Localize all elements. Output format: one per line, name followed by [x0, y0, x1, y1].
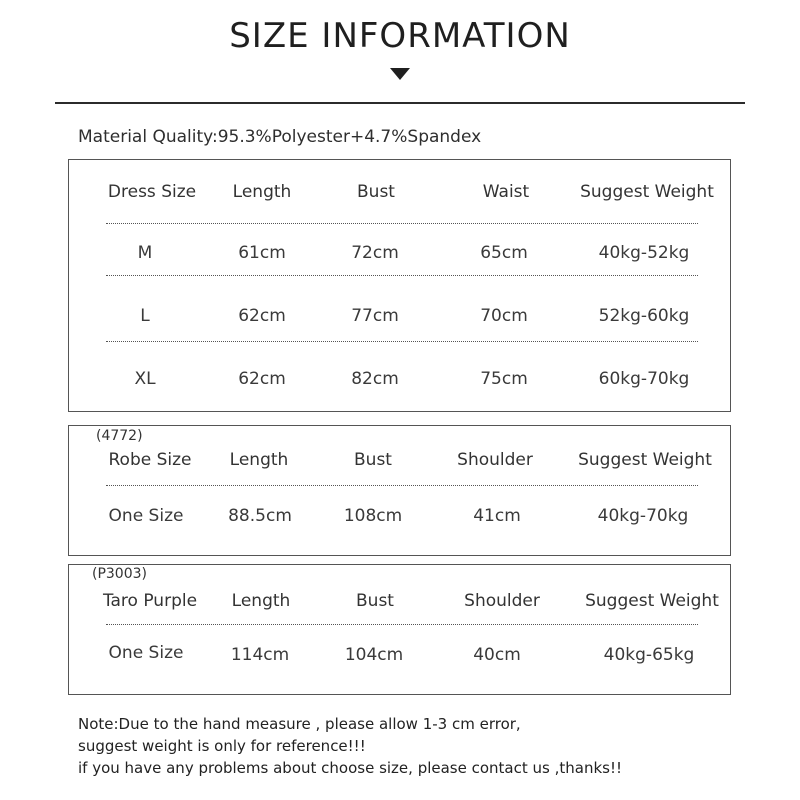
header-bust: Bust	[354, 450, 392, 470]
table-cell: 62cm	[238, 369, 286, 389]
table-cell: 65cm	[480, 243, 528, 263]
table-cell: M	[137, 243, 153, 263]
table-cell: 88.5cm	[228, 506, 292, 526]
table-cell: 77cm	[351, 306, 399, 326]
table-cell: XL	[134, 369, 156, 389]
product-code: (4772)	[96, 428, 143, 444]
robe-size-table	[68, 425, 731, 556]
table-cell: 52kg-60kg	[598, 306, 690, 326]
dotted-separator	[106, 275, 698, 276]
dotted-separator	[106, 485, 698, 486]
page-title: SIZE INFORMATION	[229, 16, 571, 56]
material-quality: Material Quality:95.3%Polyester+4.7%Spandex	[78, 127, 482, 147]
header-robe-size: Robe Size	[108, 450, 192, 470]
table-cell: 40cm	[473, 645, 521, 665]
table-cell: 40kg-65kg	[603, 645, 695, 665]
table-cell: 40kg-52kg	[598, 243, 690, 263]
table-cell: 41cm	[473, 506, 521, 526]
header-dress-size: Dress Size	[107, 182, 197, 202]
table-cell: 40kg-70kg	[597, 506, 689, 526]
header-taro-purple: Taro Purple	[102, 591, 198, 611]
table-cell: 70cm	[480, 306, 528, 326]
table-cell: One Size	[108, 506, 184, 526]
note-line-1: Note:Due to the hand measure , please allow 1-3 cm error,	[78, 715, 521, 733]
header-suggest-weight: Suggest Weight	[578, 450, 712, 470]
product-code: (P3003)	[92, 566, 147, 582]
header-length: Length	[231, 591, 291, 611]
divider	[55, 102, 745, 104]
note-line-2: suggest weight is only for reference!!!	[78, 737, 366, 755]
header-bust: Bust	[356, 591, 394, 611]
taro-purple-table	[68, 564, 731, 695]
table-cell: 61cm	[238, 243, 286, 263]
header-shoulder: Shoulder	[457, 450, 533, 470]
table-cell: 104cm	[344, 645, 404, 665]
header-waist: Waist	[482, 182, 530, 202]
dotted-separator	[106, 341, 698, 342]
header-suggest-weight: Suggest Weight	[585, 591, 719, 611]
header-length: Length	[229, 450, 289, 470]
table-cell: 60kg-70kg	[598, 369, 690, 389]
table-cell: One Size	[108, 643, 184, 663]
table-cell: 62cm	[238, 306, 286, 326]
table-cell: 82cm	[351, 369, 399, 389]
dotted-separator	[106, 624, 698, 625]
dotted-separator	[106, 223, 698, 224]
table-cell: 108cm	[343, 506, 403, 526]
header-length: Length	[232, 182, 292, 202]
table-cell: 114cm	[230, 645, 290, 665]
table-cell: L	[140, 306, 150, 326]
header-bust: Bust	[357, 182, 395, 202]
down-arrow-icon	[390, 68, 410, 80]
header-shoulder: Shoulder	[464, 591, 540, 611]
table-cell: 75cm	[480, 369, 528, 389]
header-suggest-weight: Suggest Weight	[580, 182, 714, 202]
table-cell: 72cm	[351, 243, 399, 263]
note-line-3: if you have any problems about choose size, please contact us ,thanks!!	[78, 759, 622, 777]
